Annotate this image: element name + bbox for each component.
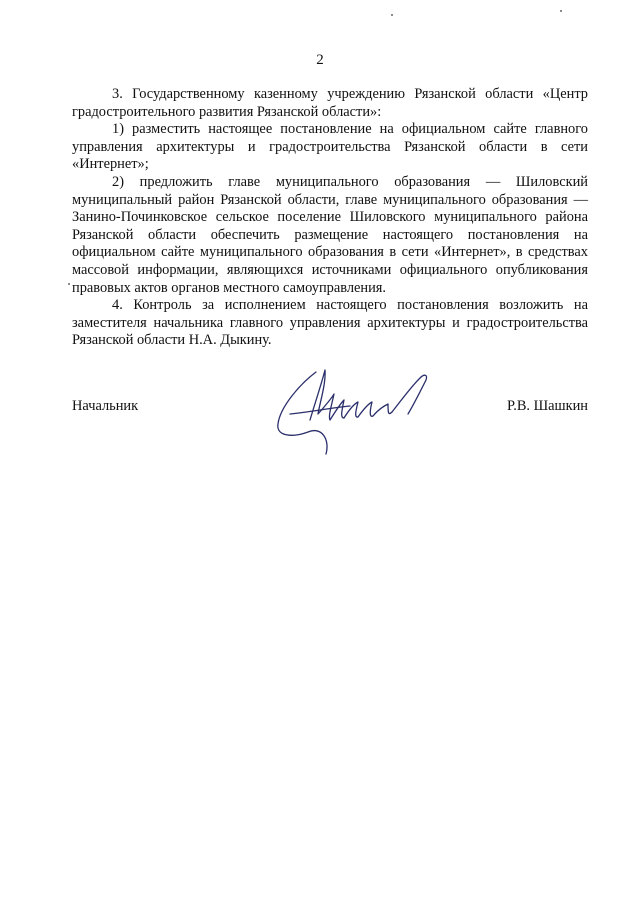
scan-speck [391,14,393,16]
handwritten-signature [270,362,450,457]
paragraph-item-4: 4. Контроль за исполнением настоящего постановления возложить на заместителя начальника главного управления архитектуры и градостроительства Рязанской области Н.А. Дыкину. [72,297,588,349]
paragraph-subitem-1: 1) разместить настоящее постановление на официальном сайте главного управления архитектуры и градостроительства Рязанской области в сети «Интернет»; [72,121,588,173]
paragraph-subitem-2: 2) предложить главе муниципального образования — Шиловский муниципальный район Рязанской области, главе муниципального образования — Занино-Починковское сельское поселение Шиловского муниципального района Рязанской области обеспечить размещение настоящего постановления на официальном сайте муниципального образования в сети «Интернет», в средствах массовой информации, являющихся источниками официального опубликования правовых актов органов местного самоуправления. [72,173,588,296]
signatory-title: Начальник [72,398,139,414]
scan-speck [560,10,562,12]
signatory-name: Р.В. Шашкин [507,398,588,414]
document-body [72,86,588,350]
signature-stroke-tail [392,375,427,414]
signature-stroke-main [310,370,392,420]
page-number: 2 [316,52,324,68]
paragraph-item-3: 3. Государственному казенному учреждению Рязанской области «Центр градостроительного развития Рязанской области»: [72,86,588,120]
scan-speck [68,283,70,285]
